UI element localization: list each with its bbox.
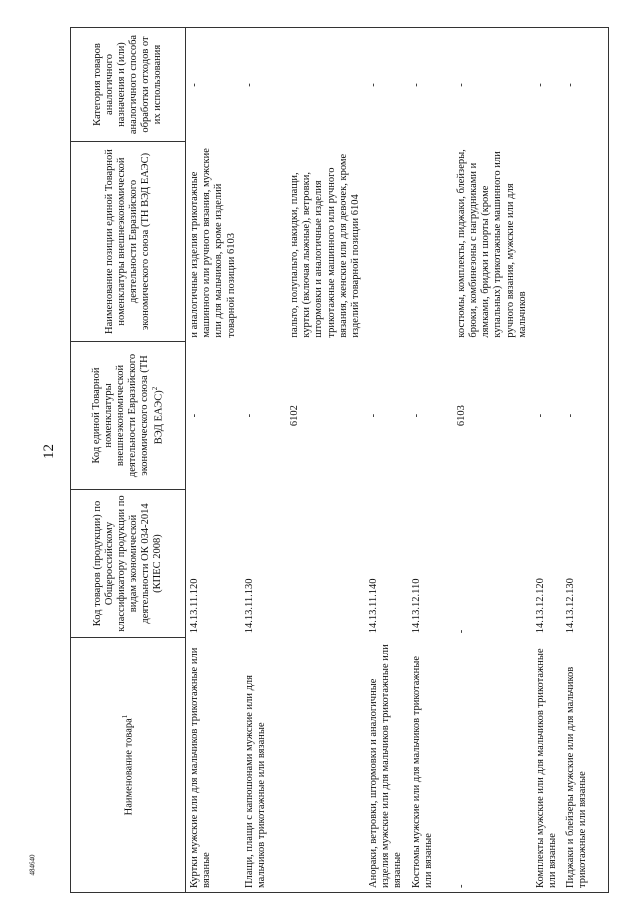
group-spacer [268, 28, 286, 892]
header-tnved-name: Наименование позиции единой Товарной номенклатуры внешнеэкономической деятельности Евразийского экономического союза (ТН ВЭД ЕАЭС) [71, 142, 186, 342]
goods-name-cell: Костюмы мужские или для мальчиков трикотажные или вязаные [410, 656, 434, 888]
table-row [189, 28, 238, 892]
header-tnved-code: Код единой Товарной номенклатуры внешнеэкономической деятельности Евразийского экономического союза (ТН ВЭД ЕАЭС)$^2$ [71, 342, 186, 490]
goods-classification-table [70, 27, 609, 893]
table-body [186, 28, 609, 893]
category-cell: - [243, 83, 255, 87]
goods-name-cell: Пиджаки и блейзеры мужские или для мальчиков трикотажные или вязаные [565, 666, 589, 888]
tnved-name-cell: и аналогичные изделия трикотажные машинного или ручного вязания, мужские или для мальчиков, кроме изделий товарной позиции 6103 [189, 148, 237, 338]
table-header [71, 28, 186, 893]
tnved-code-cell: - [410, 413, 422, 418]
goods-name-cell: Анораки, ветровки, штормовки и аналогичные изделия мужские или для мальчиков трикотажные или вязаные [368, 644, 404, 888]
table-row [565, 28, 589, 892]
category-cell: - [565, 83, 577, 87]
header-goods-name: Наименование товара$^1$ [71, 638, 186, 893]
tnved-name-cell: пальто, полупальто, накидки, плащи, куртки (включая лыжные), ветровки, штормовки и аналогичные изделия трикотажные машинного или ручного вязания, женские или для девочек, кроме изделий товарной позиции 6104 [289, 153, 361, 338]
category-cell: - [534, 83, 546, 87]
table-group [186, 28, 268, 892]
table-row [244, 28, 268, 892]
tnved-code-cell: - [534, 413, 546, 418]
table-body-row [186, 28, 609, 893]
okpd-code-cell: 14.13.11.140 [368, 578, 380, 634]
group-spacer [590, 28, 608, 892]
tnved-code-cell: - [565, 413, 577, 418]
okpd-code-cell: 14.13.11.120 [189, 578, 200, 634]
okpd-code-cell: 14.13.12.120 [534, 578, 546, 634]
rotated-table-container [70, 28, 589, 893]
header-okpd-code: Код товаров (продукции) по Общероссийскому классификатору продукции по видам экономической деятельности ОК 034-2014 (КПЕС 2008) [71, 490, 186, 638]
table-row [535, 28, 559, 892]
okpd-code-cell: - [455, 629, 467, 634]
category-cell: - [368, 83, 380, 87]
okpd-code-cell: 14.13.12.130 [565, 578, 577, 634]
tnved-code-cell: - [243, 413, 255, 418]
group-heading-row [456, 28, 529, 892]
tnved-code-cell: - [189, 413, 200, 418]
table-group [453, 28, 590, 892]
group-spacer [435, 28, 453, 892]
table-row [411, 28, 435, 892]
okpd-code-cell: 14.13.12.110 [410, 578, 422, 634]
category-cell: - [455, 83, 467, 87]
page-number: 12 [40, 443, 57, 459]
tnved-name-cell: костюмы, комплекты, пиджаки, блейзеры, брюки, комбинезоны с нагрудниками и лямками, бриджи и шорты (кроме купальных) трикотажные машинного или ручного вязания, мужские или для мальчиков [455, 149, 528, 338]
category-cell: - [189, 83, 200, 87]
tnved-code-cell: - [368, 413, 380, 418]
tnved-code-cell: 6102 [289, 405, 301, 427]
group-heading-row [289, 28, 362, 892]
goods-name-cell: Комплекты мужские или для мальчиков трикотажные или вязаные [534, 648, 559, 888]
table-row [368, 28, 405, 892]
goods-name-cell: Куртки мужские или для мальчиков трикотажные или вязаные [189, 647, 213, 888]
document-id: 484640 [28, 854, 36, 876]
header-category: Категория товаров аналогичного назначения и (или) аналогичного способа обработки отходов от их использования [71, 28, 186, 142]
okpd-code-cell: 14.13.11.130 [243, 578, 255, 634]
tnved-code-cell: 6103 [455, 405, 467, 427]
table-group [286, 28, 435, 892]
goods-name-cell: Плащи, плащи с капюшонами мужские или для мальчиков трикотажные или вязаные [243, 674, 267, 888]
category-cell: - [410, 83, 422, 87]
goods-name-cell: - [455, 884, 467, 888]
